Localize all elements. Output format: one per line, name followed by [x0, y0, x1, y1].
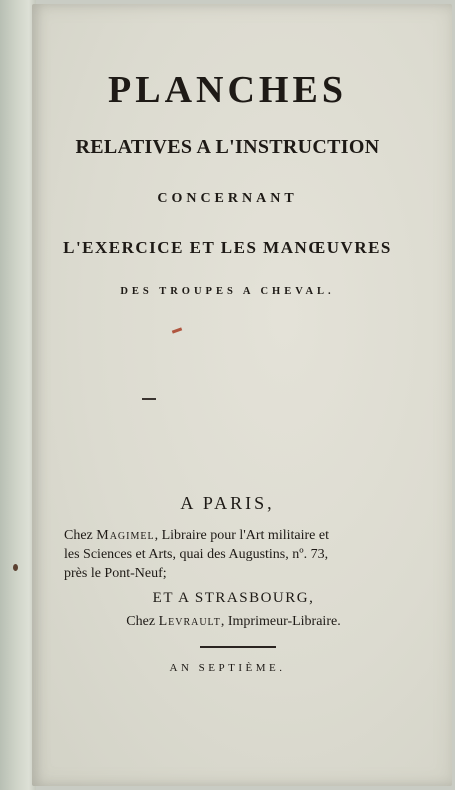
printer-chez: Chez: [126, 614, 156, 629]
printer-line: [6, 614, 455, 630]
publisher-line-3: près le Pont-Neuf;: [64, 566, 167, 581]
publication-date: AN SEPTIÈME.: [169, 662, 286, 674]
divider-rule: [200, 646, 276, 648]
publisher-chez: Chez: [64, 528, 93, 543]
printer-rest: , Imprimeur-Libraire.: [220, 614, 341, 629]
printer-name: Levrault: [158, 614, 221, 629]
publisher-line1-rest: , Libraire pour l'Art militaire et: [154, 528, 329, 543]
imprint-city: A PARIS,: [180, 493, 275, 513]
ink-dash: [142, 398, 156, 400]
book-subtitle: RELATIVES A L'INSTRUCTION: [75, 136, 380, 158]
book-title: PLANCHES: [108, 69, 347, 111]
subject-line-2: DES TROUPES A CHEVAL.: [120, 286, 335, 297]
spine-mark: [13, 564, 18, 571]
publisher-line-1: [64, 528, 404, 544]
second-imprint-city: ET A STRASBOURG,: [152, 590, 315, 606]
publisher-line-2: les Sciences et Arts, quai des Augustins, nº. 73,: [64, 547, 329, 562]
concernant-line: CONCERNANT: [157, 191, 298, 206]
subject-line: L'EXERCICE ET LES MANŒUVRES: [63, 238, 392, 257]
publisher-name: Magimel: [96, 528, 155, 543]
